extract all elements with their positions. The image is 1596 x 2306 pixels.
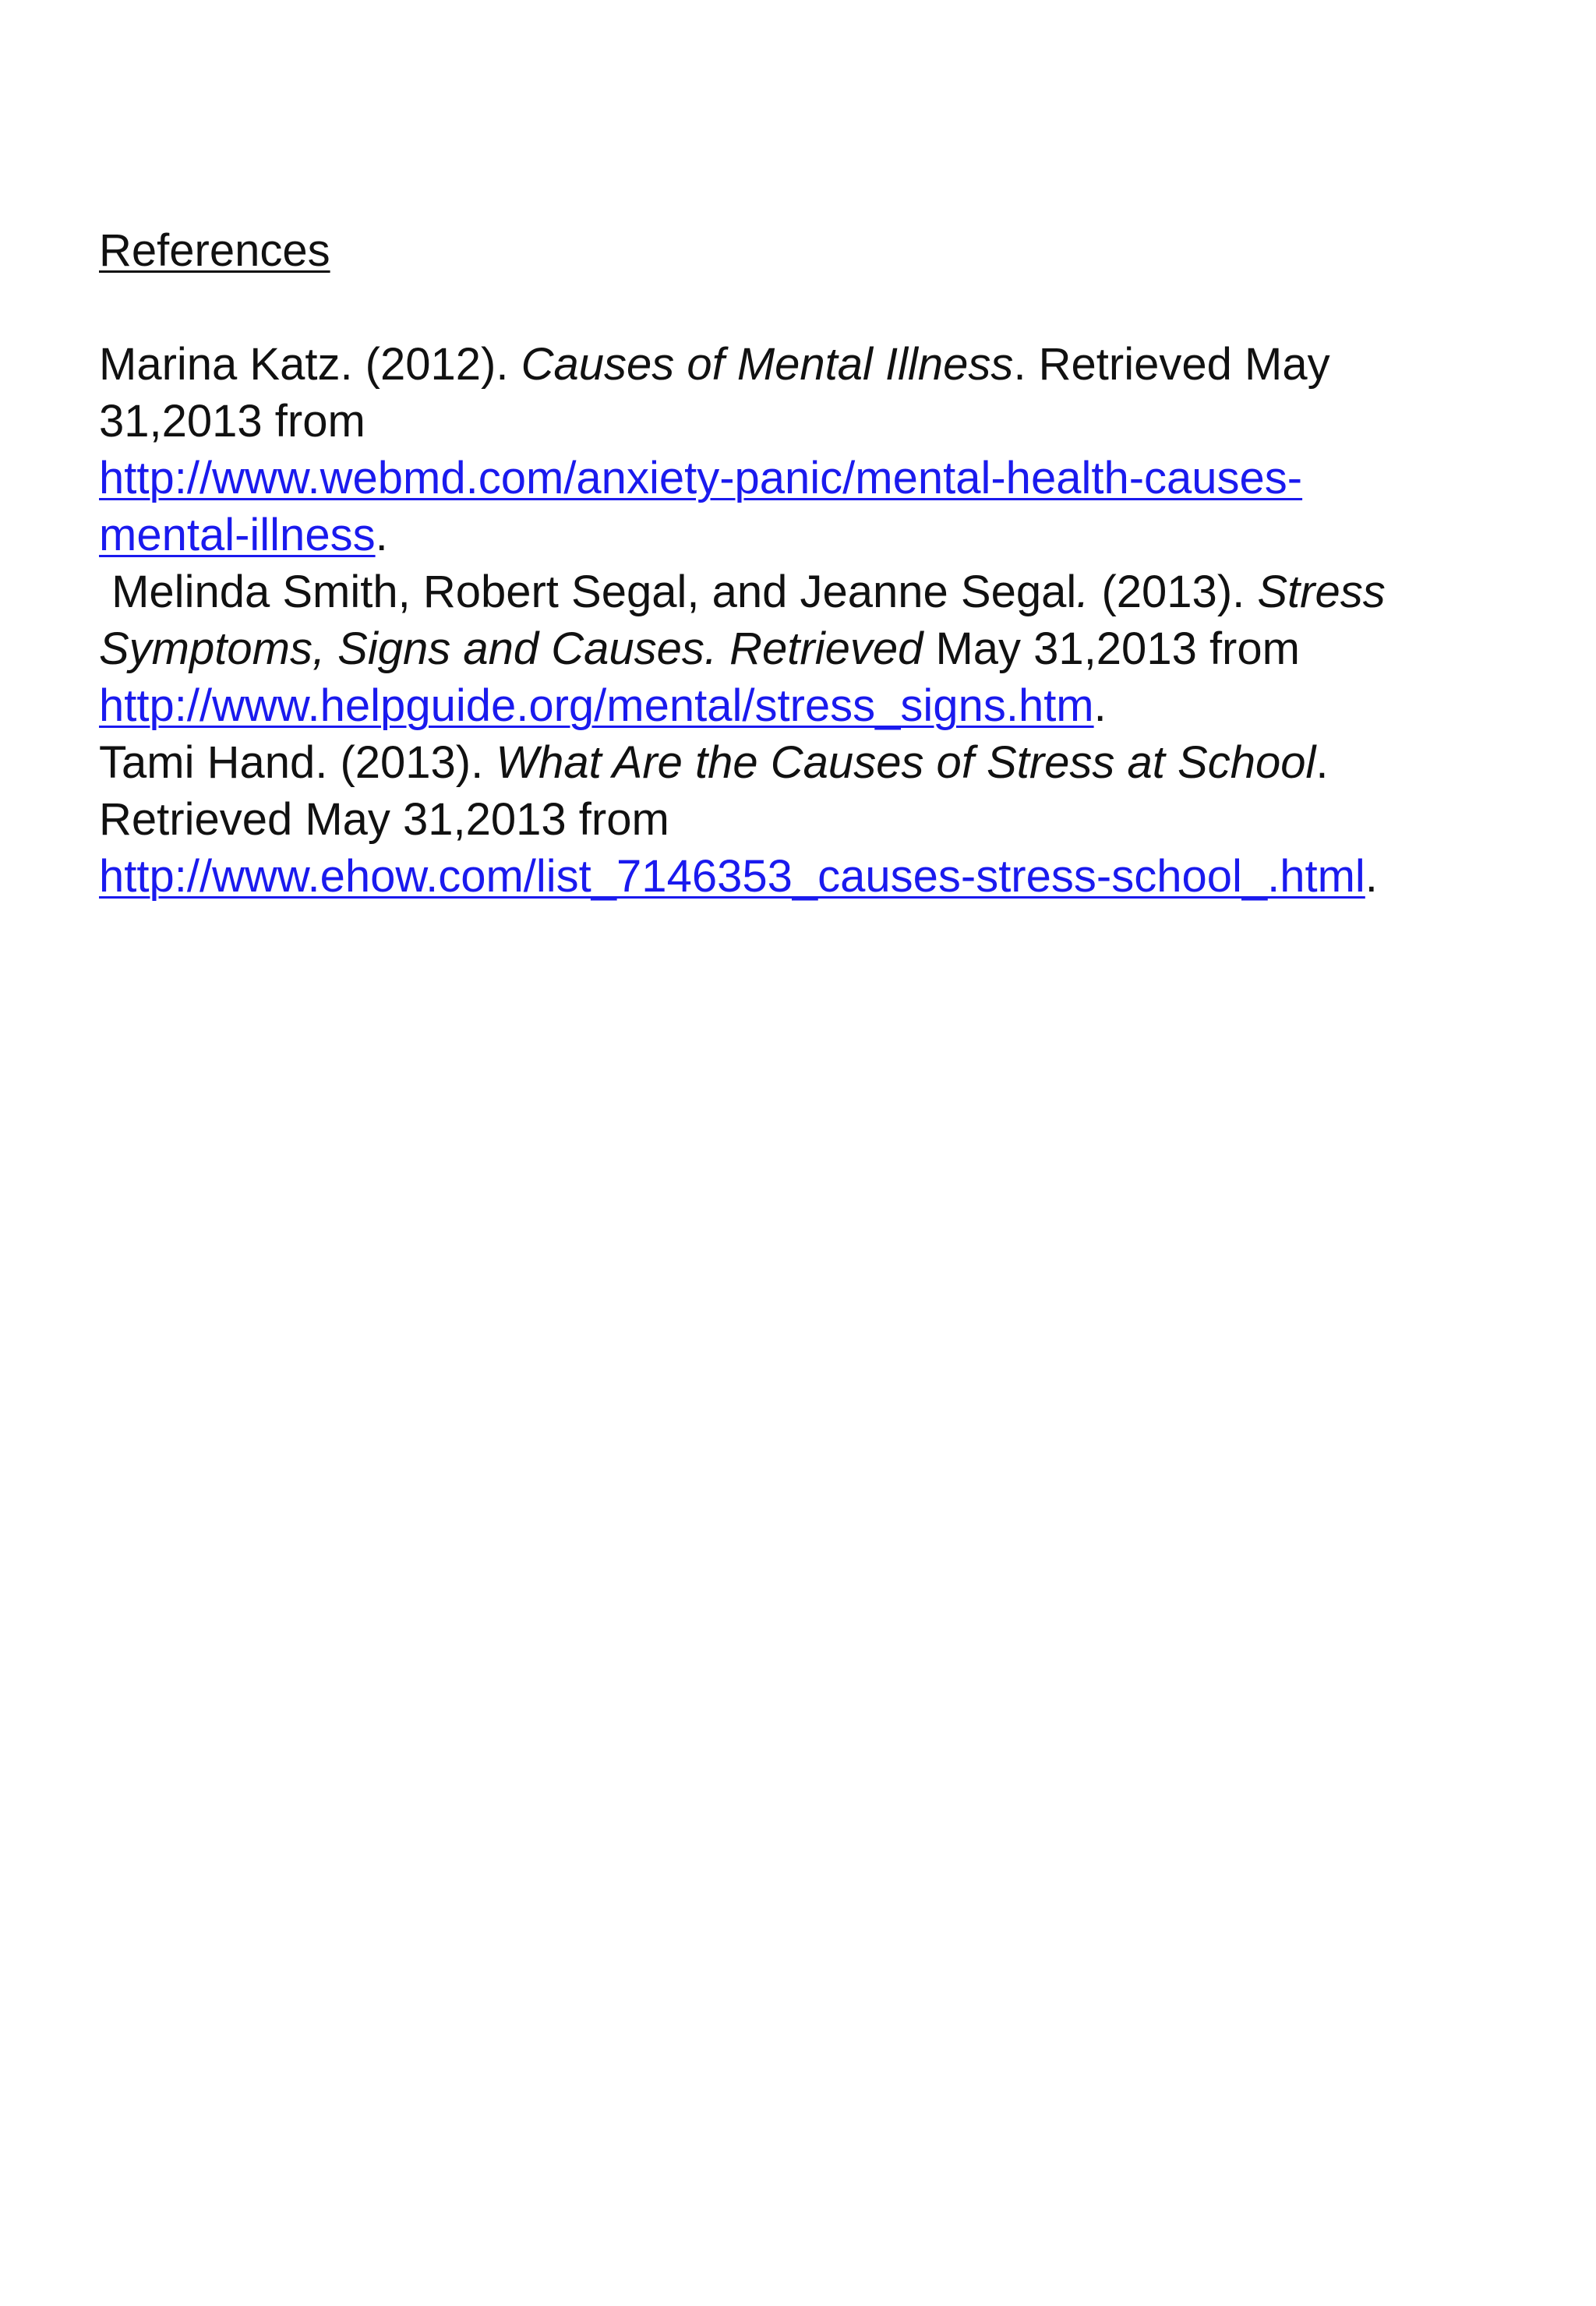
reference-smith-segal-title: Stress Symptoms, Signs and Causes. Retrieved [99, 567, 1386, 674]
reference-hand-end: . [1365, 851, 1378, 902]
reference-smith-segal-year: (2013). [1089, 567, 1258, 617]
reference-smith-segal-authors-dot: . [1076, 567, 1089, 617]
reference-smith-segal [99, 563, 1471, 734]
reference-katz-end: . [375, 510, 388, 560]
reference-list [99, 336, 1471, 905]
reference-smith-segal-retrieved: May 31,2013 from [923, 623, 1300, 674]
reference-smith-segal-authors: Melinda Smith, Robert Segal, and Jeanne Segal [99, 567, 1077, 617]
references-heading: References [99, 225, 330, 276]
reference-smith-segal-link[interactable]: http://www.helpguide.org/mental/stress_signs.htm [99, 680, 1094, 731]
reference-katz-title: Causes of Mental Illness [521, 339, 1014, 390]
reference-smith-segal-end: . [1093, 680, 1107, 731]
reference-katz [99, 336, 1471, 563]
reference-hand-author-year: Tami Hand. (2013). [99, 737, 496, 788]
reference-katz-link[interactable] [99, 453, 1302, 560]
reference-hand-retrieved: . Retrieved May 31,2013 from [99, 737, 1329, 845]
reference-katz-link-line1: http://www.webmd.com/anxiety-panic/mental-health-causes- [99, 453, 1303, 503]
reference-hand [99, 734, 1471, 905]
reference-hand-link[interactable]: http://www.ehow.com/list_7146353_causes-stress-school_.html [99, 851, 1365, 902]
reference-katz-author-year: Marina Katz. (2012). [99, 339, 521, 390]
reference-katz-retrieved: . Retrieved May 31,2013 from [99, 339, 1330, 447]
reference-hand-title: What Are the Causes of Stress at School [496, 737, 1316, 788]
reference-katz-link-line2: mental-illness [99, 510, 376, 560]
